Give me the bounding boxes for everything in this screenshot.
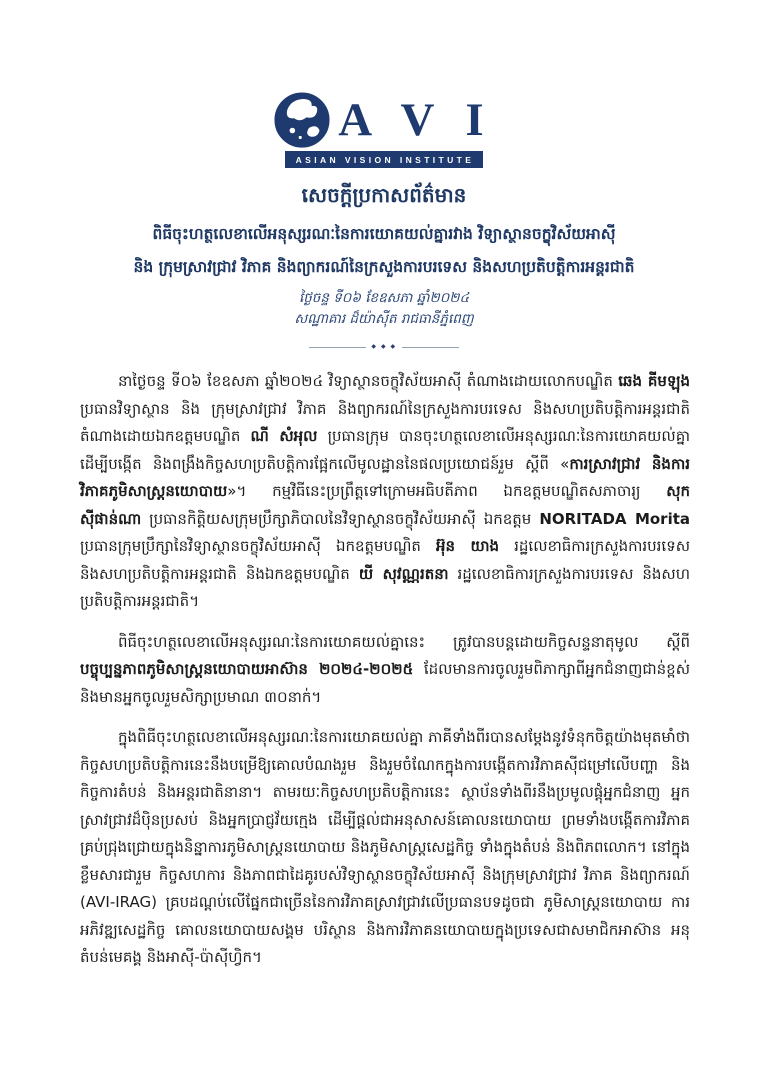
globe-icon (274, 92, 330, 148)
logo-row (274, 92, 493, 148)
paragraph-2 (80, 629, 690, 712)
bold-text-run: បច្ចុប្បន្នភាពភូមិសាស្ត្រនយោបាយអាស៊ាន ២០២៤-២០២៥ (80, 660, 414, 678)
bold-text-run: ការស្រាវជ្រាវ និងការវិភាគភូមិសាស្ត្រនយោបាយ (80, 454, 690, 500)
ornament-divider (309, 344, 459, 350)
paragraph-1 (80, 368, 690, 616)
doc-subtitle (0, 218, 768, 284)
document-body (0, 368, 768, 1025)
text-run: ក្នុងពិធីចុះហត្ថលេខាលើអនុស្សរណៈនៃការយោគយល់គ្នា ភាគីទាំងពីរបានសម្តែងនូវទំនុកចិត្តយ៉ាងមុតមាំថា កិច្ចសហប្រតិបត្តិការនេះនឹងបម្រើឱ្យគោលបំណងរួម និងរួមចំណែកក្នុងការបង្កើតការវិភាគស៊ីជម្រៅលើបញ្ហា និងកិច្ចការតំបន់ និងអន្តរជាតិនានា។ តាមរយៈកិច្ចសហប្រតិបត្តិការនេះ ស្ថាប័នទាំងពីរនឹងប្រមូលផ្តុំអ្នកជំនាញ អ្នកស្រាវជ្រាវដ៏ប៉ិនប្រសប់ និងអ្នកប្រាជ្ញវ័យក្មេង ដើម្បីផ្តល់ជាអនុសាសន៍គោលនយោបាយ ព្រមទាំងបង្កើតការវិភាគគ្រប់ជ្រុងជ្រោយក្នុងនិន្នាការភូមិសាស្ត្រនយោបាយ និងភូមិសាស្ត្រសេដ្ឋកិច្ច ទាំងក្នុងតំបន់ និងពិភពលោក។ នៅក្នុងខ្លឹមសារជារួម កិច្ចសហការ និងភាពជាដៃគូរបស់វិទ្យាស្ថានចក្ខុវិស័យអាស៊ី និងក្រុមស្រាវជ្រាវ វិភាគ និងព្យាករណ៍ (AVI-IRAG) គ្របដណ្តប់លើផ្នែកជាច្រើននៃការវិភាគស្រាវជ្រាវលើប្រធានបទដូចជា ភូមិសាស្ត្រនយោបាយ ការអភិវឌ្ឍសេដ្ឋកិច្ច គោលនយោបាយសង្គម បរិស្ថាន និងការវិភាគនយោបាយក្នុងប្រទេសជាសមាជិកអាស៊ាន អនុតំបន់មេគង្គ និងអាស៊ី-ប៉ាស៊ីហ្វិក។ (80, 728, 690, 966)
subtitle-line-1: ពិធីចុះហត្ថលេខាលើអនុស្សរណៈនៃការយោគយល់គ្នារវាង វិទ្យាស្ថានចក្ខុវិស័យអាស៊ី (152, 225, 616, 243)
text-run: ដែលមានការចូលរួមពិភាក្សាពីអ្នកជំនាញជាន់ខ្ពស់ និងមានអ្នកចូលរួមសិក្សាប្រមាណ ៣០នាក់។ (80, 660, 690, 706)
paragraph-3 (80, 724, 690, 972)
text-run: នាថ្ងៃចន្ទ ទី០៦ ខែឧសភា ឆ្នាំ២០២៤ វិទ្យាស្ថានចក្ខុវិស័យអាស៊ី តំណាងដោយលោកបណ្ឌិត (118, 372, 619, 390)
text-run: ប្រធានក្រុម បានចុះហត្ថលេខាលើអនុស្សរណៈនៃការយោគយល់គ្នាដើម្បីបង្កើត និងពង្រឹងកិច្ចសហប្រតិបត្តិការផ្អែកលើមូលដ្ឋាននៃផលប្រយោជន៍រួម ស្តីពី « (80, 427, 691, 473)
logo (0, 0, 768, 168)
bold-text-run: ឆេង គីមឡុង (618, 372, 690, 390)
text-run: ប្រធានក្រុមប្រឹក្សានៃវិទ្យាស្ថានចក្ខុវិស័យអាស៊ី ឯកឧត្តមបណ្ឌិត (80, 537, 436, 555)
text-run: ពិធីចុះហត្ថលេខាលើអនុស្សរណៈនៃការយោគយល់គ្នានេះ ត្រូវបានបន្តដោយកិច្ចសន្ទនាតុមូល ស្តីពី (118, 632, 690, 651)
logo-acronym: A V I (338, 94, 494, 146)
date-line: ថ្ងៃចន្ទ ទី០៦ ខែឧសភា ឆ្នាំ២០២៤ (298, 290, 470, 306)
venue-line: សណ្ឋាគារ ដ៏យ៉ាស៊ីត រាជធានីភ្នំពេញ (294, 311, 474, 327)
text-run: »។ កម្មវិធីនេះប្រព្រឹត្តទៅក្រោមអធិបតីភាព ឯកឧត្តមបណ្ឌិតសភាចារ្យ (227, 482, 667, 500)
bold-text-run: សុក ស៊ីផាន់ណា (80, 482, 690, 528)
bold-text-run: NORITADA Morita (539, 509, 691, 528)
text-run: រដ្ឋលេខាធិការក្រសួងការបរទេស និងសហប្រតិបត្តិការអន្តរជាតិ។ (80, 564, 690, 610)
divider-ornament-icon: ◆ ◆ ◆ (371, 343, 397, 350)
bold-text-run: យី សុវណ្ណរតនា (358, 564, 449, 583)
bold-text-run: ណី សំអុល (250, 427, 318, 445)
divider-line-left (309, 347, 366, 348)
logo-banner: ASIAN VISION INSTITUTE (285, 151, 484, 168)
subtitle-line-2: និង ក្រុមស្រាវជ្រាវ វិភាគ និងព្យាករណ៍នៃក្រសួងការបរទេស និងសហប្រតិបត្តិការអន្តរជាតិ (133, 258, 635, 276)
text-run: ប្រធានវិទ្យាស្ថាន និង ក្រុមស្រាវជ្រាវ វិភាគ និងព្យាករណ៍នៃក្រសួងការបរទេស និងសហប្រតិបត្តិការអន្តរជាតិ តំណាងដោយឯកឧត្តមបណ្ឌិត (80, 399, 690, 445)
page-title: សេចក្តីប្រកាសព័ត៌មាន (301, 183, 467, 207)
bold-text-run: អ៊ុន យាង (435, 537, 500, 555)
doc-meta (0, 288, 768, 330)
text-run: ប្រធានកិត្តិយសក្រុមប្រឹក្សាភិបាលនៃវិទ្យាស្ថានចក្ខុវិស័យអាស៊ី ឯកឧត្តម (141, 509, 540, 528)
divider-line-right (402, 347, 459, 348)
text-run: រដ្ឋលេខាធិការក្រសួងការបរទេស និងសហប្រតិបត្តិការអន្តរជាតិ និងឯកឧត្តមបណ្ឌិត (80, 537, 691, 583)
